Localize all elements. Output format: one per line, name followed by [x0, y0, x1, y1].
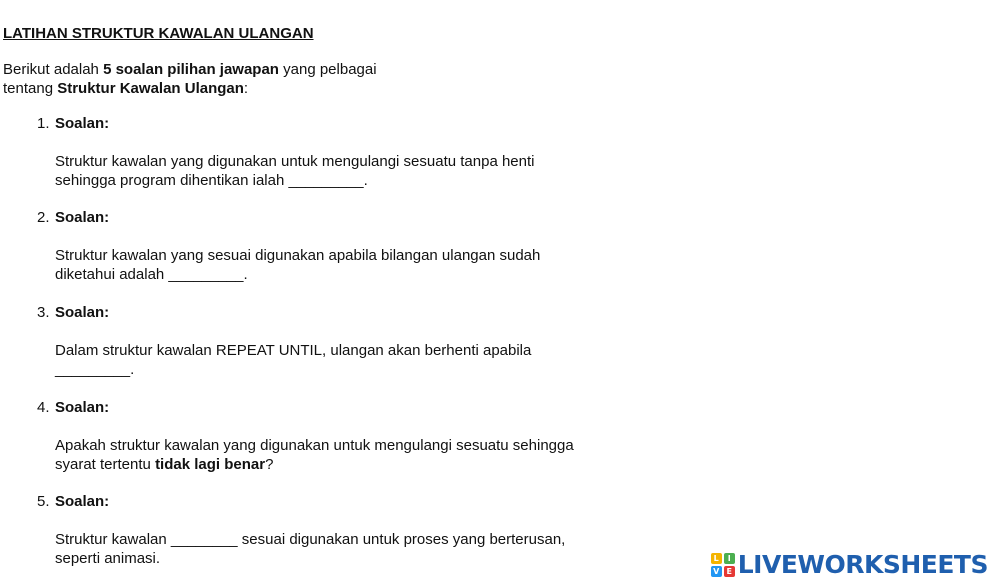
page-title: LATIHAN STRUKTUR KAWALAN ULANGAN [3, 25, 314, 42]
question-line [55, 455, 615, 474]
question-bold: tidak lagi benar [155, 456, 266, 473]
logo-mark-tile: V [711, 566, 722, 577]
question-text [55, 530, 615, 568]
question-text [55, 436, 615, 474]
logo-text: LIVEWORKSHEETS [737, 550, 988, 579]
logo-mark-tile: E [724, 566, 735, 577]
question-line: Dalam struktur kawalan REPEAT UNTIL, ulangan akan berhenti apabila [55, 342, 532, 359]
question-number: 3. [37, 304, 50, 321]
intro-text: : [243, 80, 249, 97]
question-line: sehingga program dihentikan ialah _________. [55, 172, 368, 189]
question-label: Soalan: [55, 304, 110, 321]
intro-text: tentang [3, 80, 58, 97]
intro-bold: Struktur Kawalan Ulangan [57, 80, 244, 97]
intro-text: yang pelbagai [278, 61, 377, 78]
logo-mark-icon [711, 553, 735, 577]
question-1 [37, 114, 617, 190]
logo-mark-tile: L [711, 553, 722, 564]
intro-text: Berikut adalah [3, 61, 104, 78]
question-2 [37, 208, 617, 284]
question-line: Struktur kawalan yang sesuai digunakan apabila bilangan ulangan sudah [55, 247, 541, 264]
question-line: Apakah struktur kawalan yang digunakan untuk mengulangi sesuatu sehingga [55, 437, 574, 454]
question-line: Struktur kawalan ________ sesuai digunakan untuk proses yang berterusan, [55, 531, 566, 548]
question-label: Soalan: [55, 493, 110, 510]
question-text-part: syarat tertentu [55, 456, 156, 473]
question-text [55, 246, 615, 284]
logo-mark-tile: I [724, 553, 735, 564]
question-4 [37, 398, 617, 474]
question-text-part: ? [265, 456, 274, 473]
question-label: Soalan: [55, 115, 110, 132]
question-number: 5. [37, 493, 50, 510]
question-line: diketahui adalah _________. [55, 266, 248, 283]
question-label: Soalan: [55, 209, 110, 226]
question-line: _________. [55, 361, 135, 378]
intro-bold: 5 soalan pilihan jawapan [103, 61, 279, 78]
intro-line-2 [3, 79, 377, 98]
question-label: Soalan: [55, 399, 110, 416]
question-text [55, 341, 615, 379]
question-number: 4. [37, 399, 50, 416]
question-line: seperti animasi. [55, 550, 161, 567]
question-text [55, 152, 615, 190]
intro-line-1 [3, 60, 377, 79]
intro-paragraph [3, 60, 377, 98]
question-5 [37, 492, 617, 568]
question-number: 2. [37, 209, 50, 226]
question-number: 1. [37, 115, 50, 132]
liveworksheets-logo [711, 550, 988, 579]
question-line: Struktur kawalan yang digunakan untuk mengulangi sesuatu tanpa henti [55, 153, 535, 170]
question-3 [37, 303, 617, 379]
